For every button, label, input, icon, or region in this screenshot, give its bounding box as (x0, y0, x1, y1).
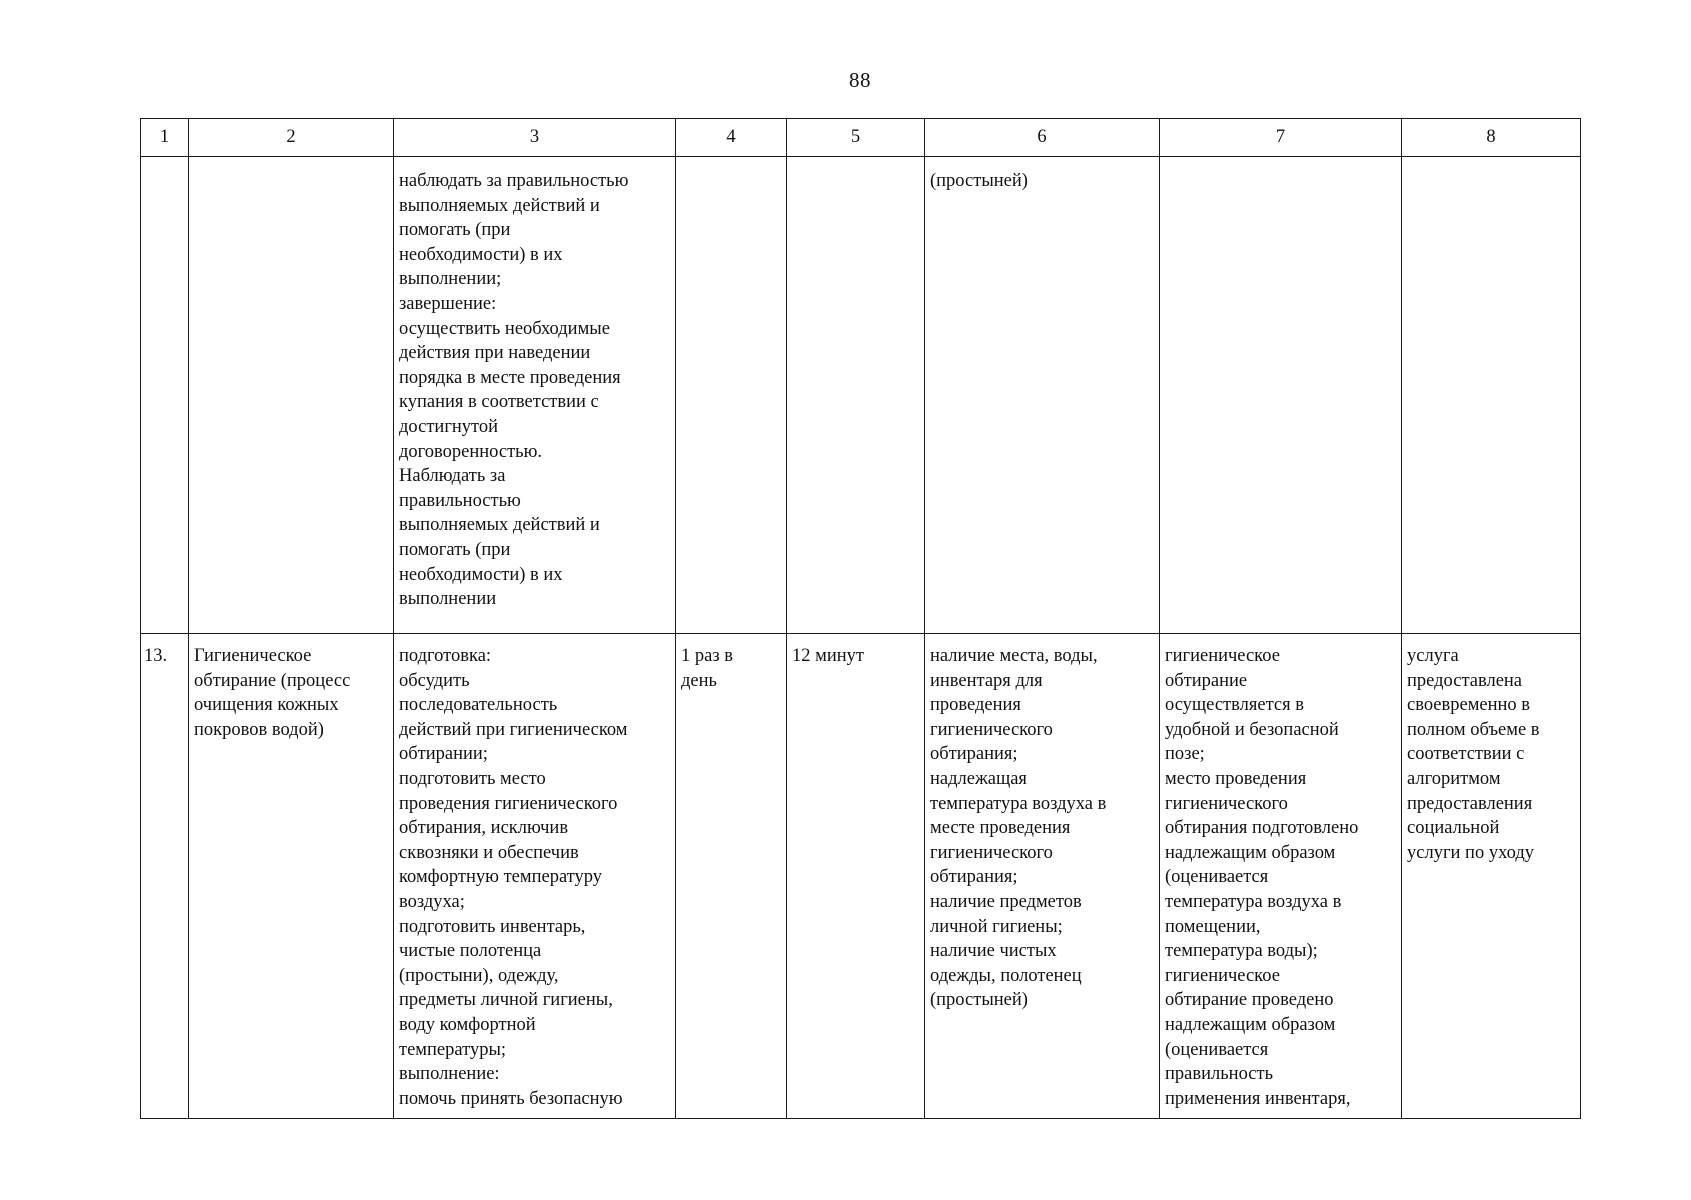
conditions-cell: (простыней) (925, 157, 1160, 634)
column-header-8: 8 (1402, 119, 1581, 157)
column-header-5: 5 (787, 119, 925, 157)
service-name-cell (189, 157, 394, 634)
column-header-3: 3 (394, 119, 676, 157)
frequency-cell: 1 раз в день (676, 634, 787, 1119)
duration-cell: 12 минут (787, 634, 925, 1119)
column-header-1: 1 (141, 119, 189, 157)
page-number: 88 (849, 68, 871, 92)
service-description-cell: подготовка: обсудить последовательность действий при гигиеническом обтирании; подготовить место проведения гигиенического обтирания, исключив сквозняки и обеспечив комфортную температуру воздуха; подготовить инвентарь, чистые полотенца (простыни), одежду, предметы личной гигиены, воду комфортной температуры; выполнение: помочь принять безопасную (394, 634, 676, 1119)
frequency-cell (676, 157, 787, 634)
quality-indicators-cell: гигиеническое обтирание осуществляется в удобной и безопасной позе; место проведения гигиенического обтирания подготовлено надлежащим образом (оценивается температура воздуха в помещении, температура воды); гигиеническое обтирание проведено надлежащим образом (оценивается правильность применения инвентаря, (1160, 634, 1402, 1119)
row-number-cell: 13. (141, 634, 189, 1119)
column-header-2: 2 (189, 119, 394, 157)
column-header-7: 7 (1160, 119, 1402, 157)
service-description-cell: наблюдать за правильностью выполняемых действий и помогать (при необходимости) в их выполнении; завершение: осуществить необходимые действия при наведении порядка в месте проведения купания в соответствии с достигнутой договоренностью. Наблюдать за правильностью выполняемых действий и помогать (при необходимости) в их выполнении (394, 157, 676, 634)
table-header-row (141, 119, 1581, 157)
row-number-cell (141, 157, 189, 634)
result-assessment-cell (1402, 157, 1581, 634)
quality-indicators-cell (1160, 157, 1402, 634)
service-standards-table (140, 118, 1581, 1119)
result-assessment-cell: услуга предоставлена своевременно в полном объеме в соответствии с алгоритмом предоставления социальной услуги по уходу (1402, 634, 1581, 1119)
table-row (141, 157, 1581, 634)
conditions-cell: наличие места, воды, инвентаря для проведения гигиенического обтирания; надлежащая температура воздуха в месте проведения гигиенического обтирания; наличие предметов личной гигиены; наличие чистых одежды, полотенец (простыней) (925, 634, 1160, 1119)
duration-cell (787, 157, 925, 634)
table-row (141, 634, 1581, 1119)
service-name-cell: Гигиеническое обтирание (процесс очищения кожных покровов водой) (189, 634, 394, 1119)
column-header-6: 6 (925, 119, 1160, 157)
column-header-4: 4 (676, 119, 787, 157)
